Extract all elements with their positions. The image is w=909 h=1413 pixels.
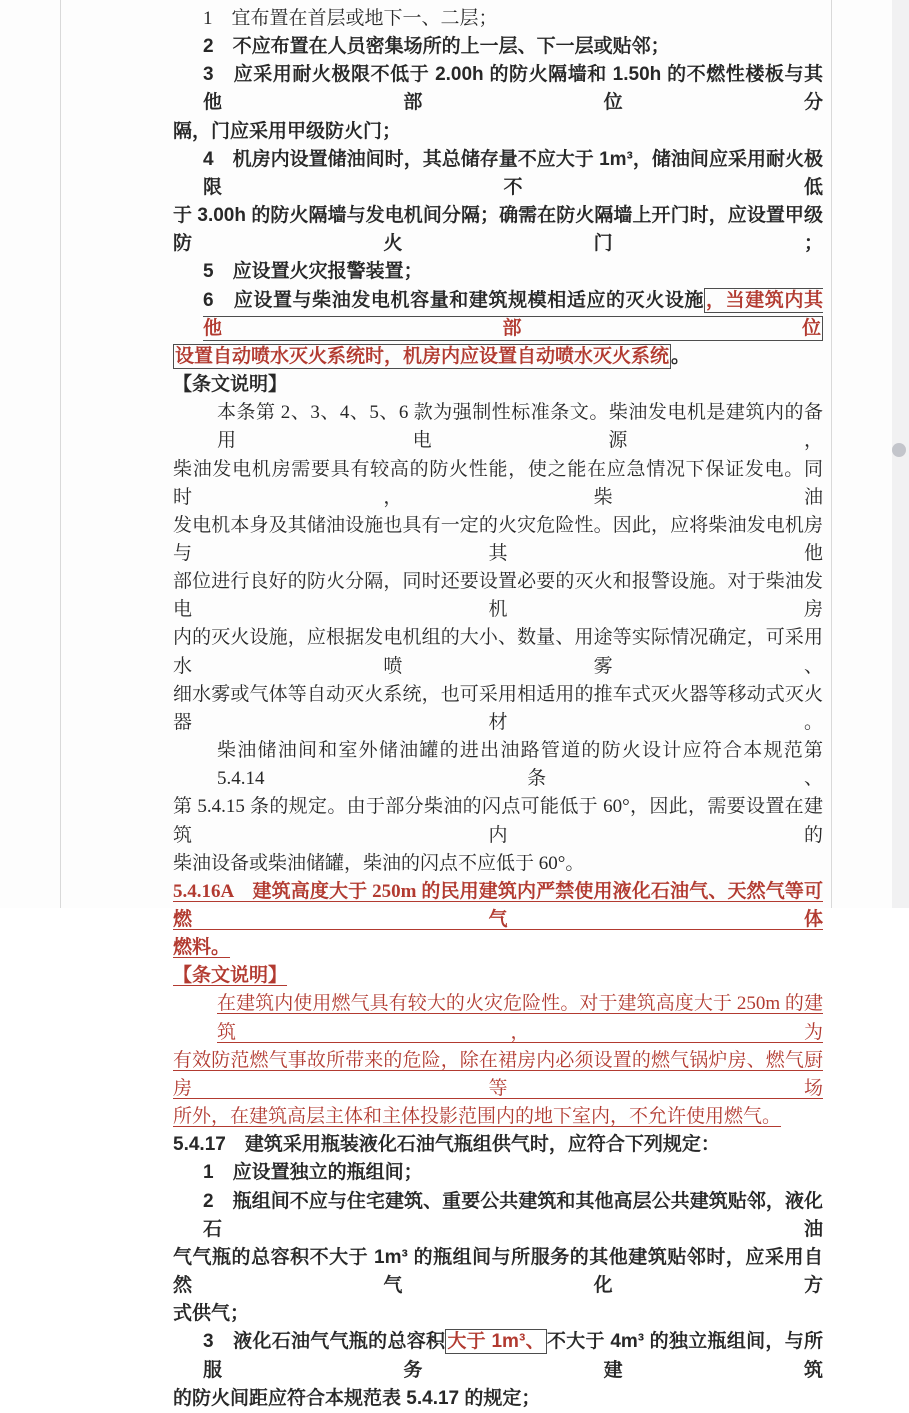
text-segment: 的防火间距应符合本规范表 5.4.17 的规定； [173,1387,541,1409]
revision-text-segment: 所外，在建筑高层主体和主体投影范围内的地下室内，不允许使用燃气。 [173,1106,782,1128]
doc-line [173,146,823,202]
revision-text-segment: 燃料。 [173,937,231,959]
document-text [173,5,823,1413]
text-segment: 部位进行良好的防火分隔，同时还要设置必要的灭火和报警设施。对于柴油发电机房 [173,571,823,621]
text-segment: 本条第 2、3、4、5、6 款为强制性标准条文。柴油发电机是建筑内的备用电源， [217,402,823,452]
text-segment: 柴油储油间和室外储油罐的进出油路管道的防火设计应符合本规范第 5.4.14 条、 [217,740,823,790]
doc-line [173,371,823,399]
text-segment: 【条文说明】 [173,374,288,396]
revision-text-segment: 大于 1m³、 [447,1331,545,1353]
revision-text-segment: 【条文说明】 [173,965,288,987]
scrollbar-thumb[interactable] [892,443,906,457]
doc-line [173,1159,823,1187]
doc-line [173,512,823,568]
doc-line [173,850,823,878]
text-segment: 柴油发电机房需要具有较高的防火性能，使之能在应急情况下保证发电。同时，柴油 [173,458,823,508]
revision-text-segment: ，当建筑内其他部位 [203,289,823,339]
doc-line [173,962,823,990]
text-segment: 式供气； [173,1303,250,1325]
text-segment: 3 液化石油气气瓶的总容积 [203,1331,446,1353]
text-segment: 细水雾或气体等自动灭火系统，也可采用相适用的推车式灭火器等移动式灭火器材。 [173,683,823,733]
doc-line [173,1244,823,1300]
text-segment: 内的灭火设施，应根据发电机组的大小、数量、用途等实际情况确定，可采用水喷雾、 [173,627,823,677]
doc-line [173,1131,823,1159]
doc-line [173,287,823,343]
doc-line [173,1188,823,1244]
text-segment: 3 应采用耐火极限不低于 2.00h 的防火隔墙和 1.50h 的不燃性楼板与其他部位分 [203,64,823,114]
revision-text-segment: 设置自动喷水灭火系统时，机房内应设置自动喷水灭火系统 [175,345,670,367]
doc-line [173,202,823,258]
doc-line [173,5,823,33]
page-left-edge [60,0,61,908]
text-segment: 发电机本身及其储油设施也具有一定的火灾危险性。因此，应将柴油发电机房与其他 [173,514,823,564]
doc-line [173,258,823,286]
revision-text-segment: 在建筑内使用燃气具有较大的火灾危险性。对于建筑高度大于 250m 的建筑，为 [217,993,823,1043]
revision-text-segment: 5.4.16A 建筑高度大于 250m 的民用建筑内严禁使用液化石油气、天然气等可燃气体 [173,880,823,930]
doc-line [173,343,823,371]
doc-line [173,456,823,512]
page-right-edge [831,0,832,908]
text-segment: 于 3.00h 的防火隔墙与发电机间分隔；确需在防火隔墙上开门时，应设置甲级防火门； [173,205,823,255]
doc-line [173,1385,823,1413]
text-segment: 5.4.17 建筑采用瓶装液化石油气瓶组供气时，应符合下列规定： [173,1134,720,1156]
doc-line [173,1047,823,1103]
text-segment: 5 应设置火灾报警装置； [203,261,423,283]
doc-line [173,1103,823,1131]
doc-line [173,568,823,624]
text-segment: 2 瓶组间不应与住宅建筑、重要公共建筑和其他高层公共建筑贴邻，液化石油 [203,1190,823,1240]
text-segment: 柴油设备或柴油储罐，柴油的闪点不应低于 60°。 [173,852,585,874]
text-segment: 第 5.4.15 条的规定。由于部分柴油的闪点可能低于 60°，因此，需要设置在建筑内的 [173,796,823,846]
text-segment: 6 应设置与柴油发电机容量和建筑规模相适应的灭火设施 [203,289,705,311]
doc-line [173,934,823,962]
revision-text-segment: 有效防范燃气事故所带来的危险，除在裙房内必须设置的燃气锅炉房、燃气厨房等场 [173,1049,823,1099]
text-segment: 1 应设置独立的瓶组间； [203,1162,423,1184]
doc-line [173,399,823,455]
doc-line [173,681,823,737]
doc-line [173,737,823,793]
doc-line [173,33,823,61]
text-segment: 气气瓶的总容积不大于 1m³ 的瓶组间与所服务的其他建筑贴邻时，应采用自然气化方 [173,1246,823,1297]
text-segment: 4 机房内设置储油间时，其总储存量不应大于 1m³，储油间应采用耐火极限不低 [203,148,823,198]
doc-line [173,624,823,680]
text-segment: 不大于 4m³ 的独立瓶组间，与所服务建筑 [203,1331,823,1381]
text-segment: 隔，门应采用甲级防火门； [173,120,402,142]
doc-line [173,118,823,146]
doc-line [173,1300,823,1328]
doc-line [173,1328,823,1384]
doc-line [173,878,823,934]
text-segment: 。 [671,345,691,367]
doc-line [173,61,823,117]
text-segment: 2 不应布置在人员密集场所的上一层、下一层或贴邻； [203,36,670,58]
text-segment: 1 宜布置在首层或地下一、二层； [203,8,498,29]
doc-line [173,793,823,849]
doc-line [173,990,823,1046]
